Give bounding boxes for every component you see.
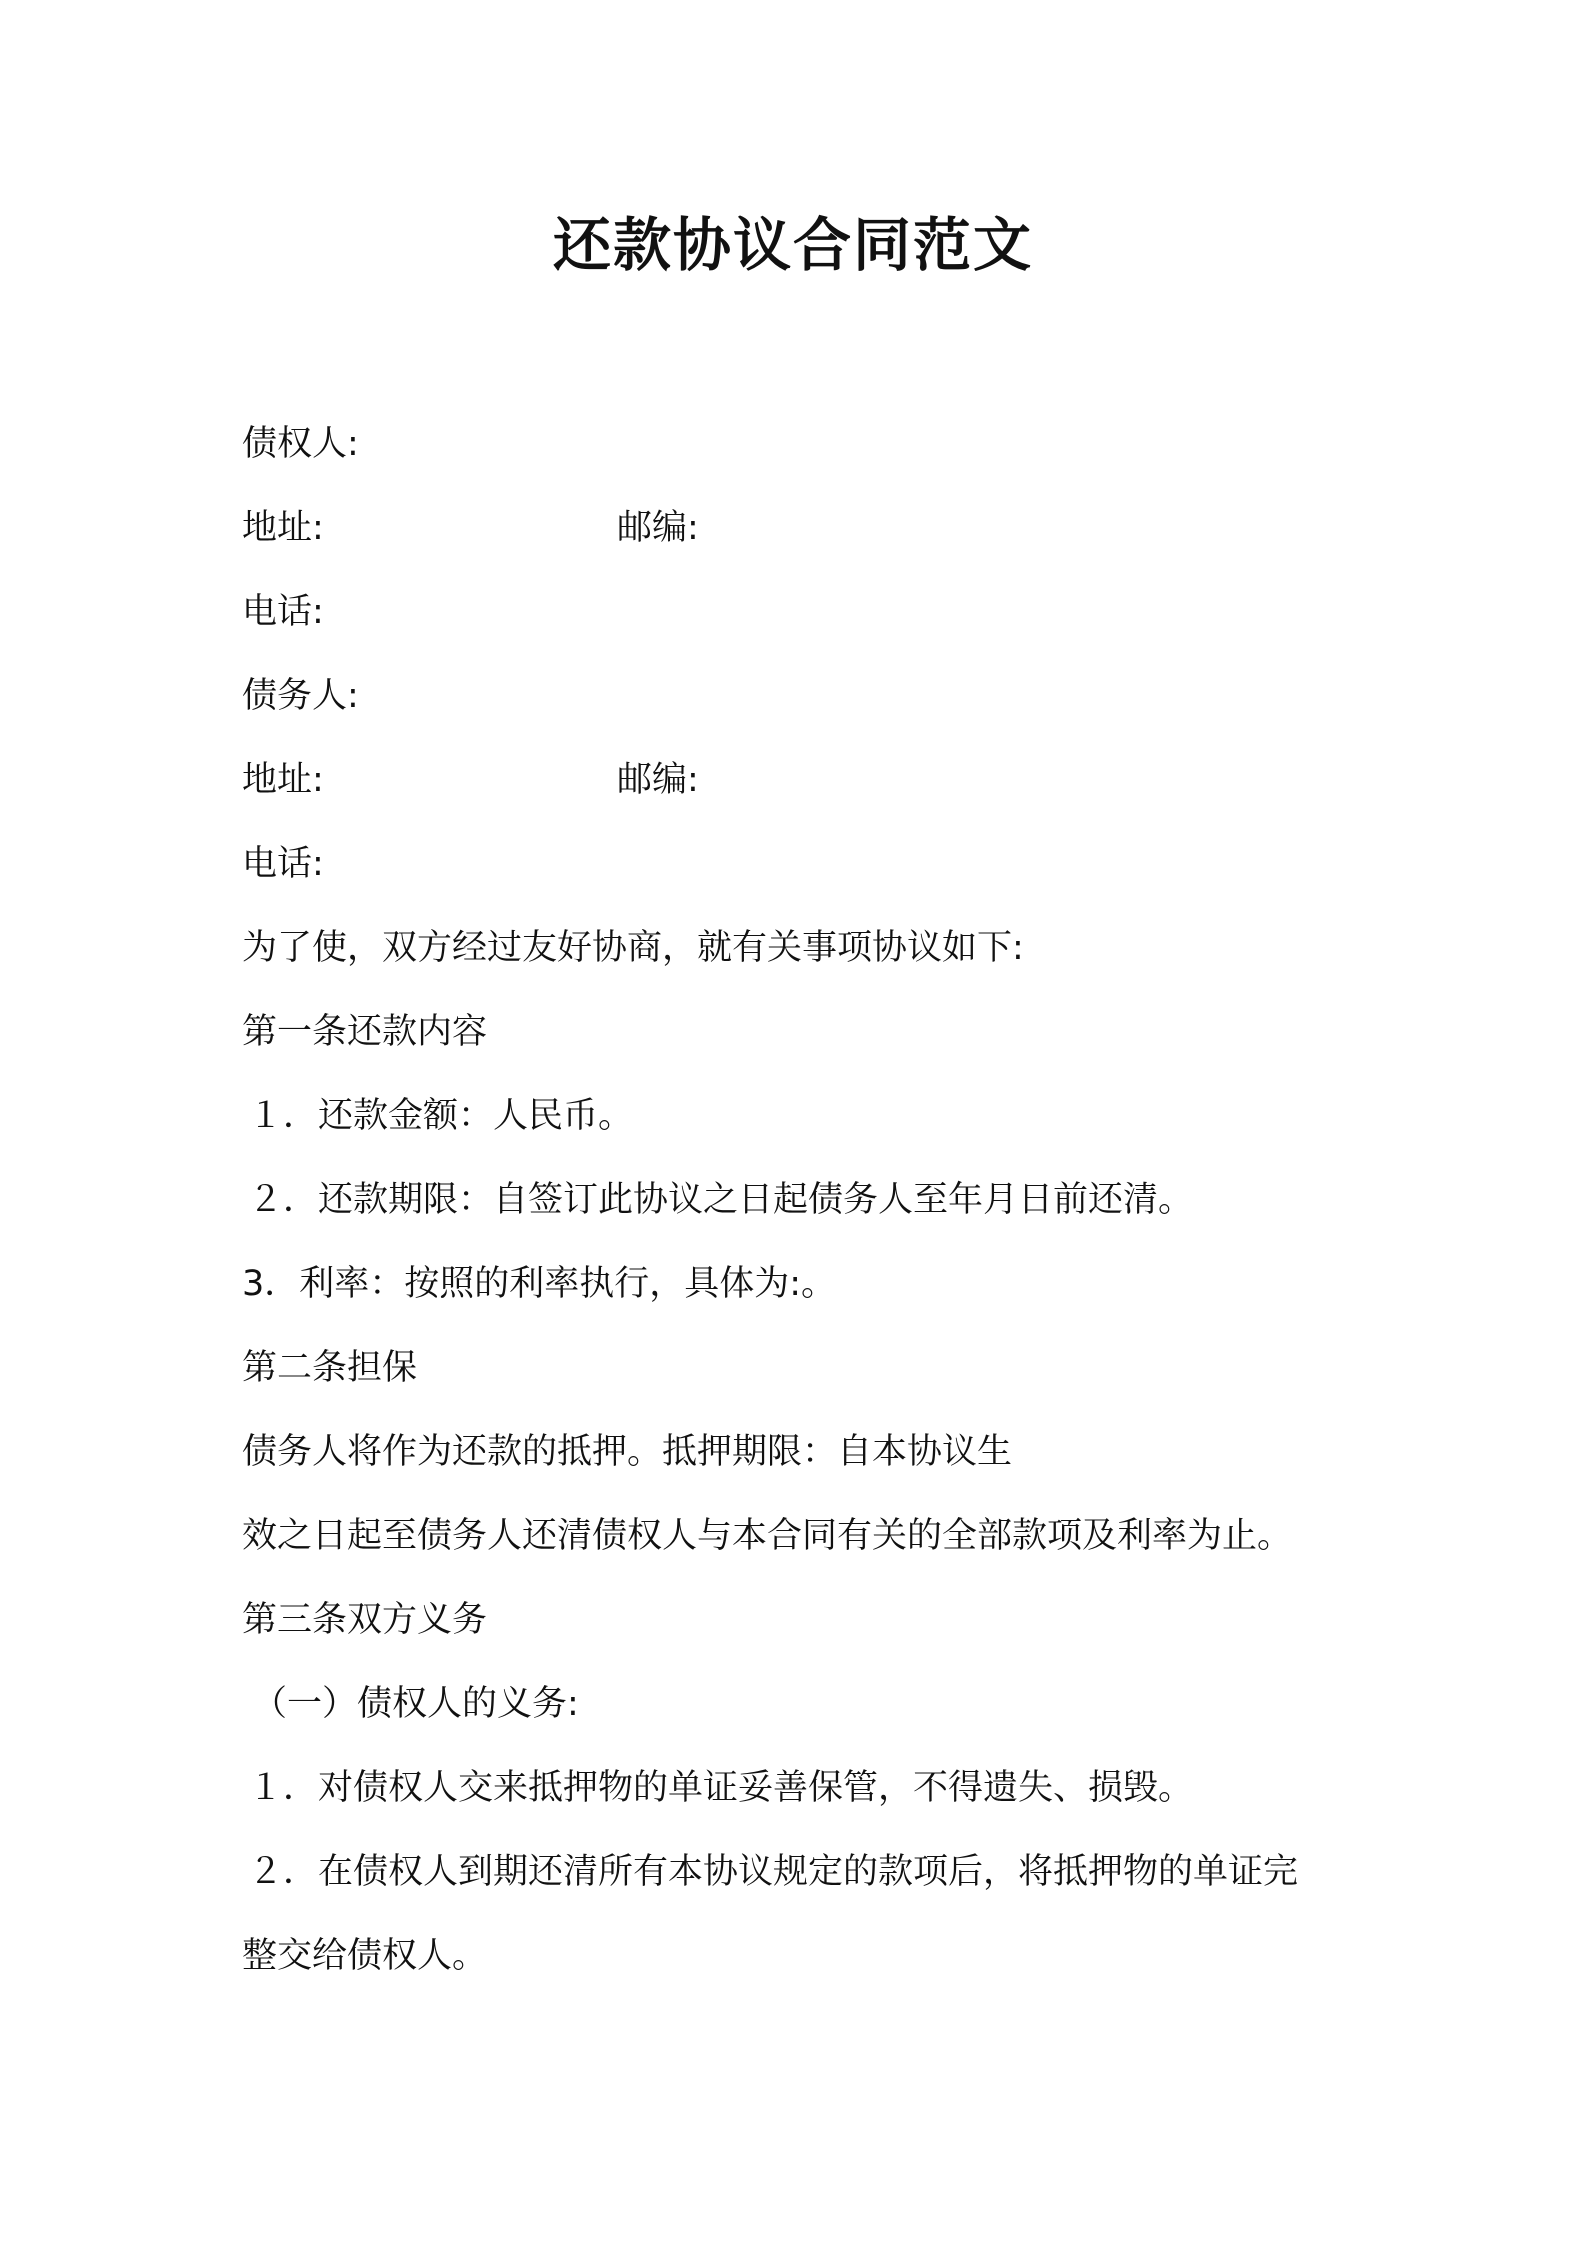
article-2-paragraph-line-1: 债务人将作为还款的抵押。抵押期限：自本协议生 <box>242 1432 1013 1472</box>
debtor-address-line <box>242 738 1392 822</box>
article-2-heading: 第二条担保 <box>242 1348 418 1388</box>
creditor-address-label: 地址: <box>242 508 324 548</box>
article-2-paragraph-line-2: 效之日起至债务人还清债权人与本合同有关的全部款项及利率为止。 <box>242 1516 1293 1556</box>
document-body <box>242 402 1392 1998</box>
article-1-item-1: １．还款金额：人民币。 <box>248 1096 634 1136</box>
article-3-item-1: １．对债权人交来抵押物的单证妥善保管，不得遗失、损毁。 <box>248 1768 1194 1808</box>
document-title: 还款协议合同范文 <box>552 211 1033 279</box>
creditor-postcode-label: 邮编: <box>617 508 699 548</box>
debtor-address-label: 地址: <box>242 760 324 800</box>
article-1-item-2: ２．还款期限：自签订此协议之日起债务人至年月日前还清。 <box>248 1180 1194 1220</box>
article-3-subheading-1: （一）债权人的义务: <box>252 1684 579 1724</box>
article-3-item-2-line-1: ２．在债权人到期还清所有本协议规定的款项后，将抵押物的单证完 <box>248 1852 1299 1892</box>
creditor-line: 债权人: <box>242 424 359 464</box>
article-1-heading: 第一条还款内容 <box>242 1012 488 1052</box>
debtor-phone-line: 电话: <box>242 844 324 884</box>
article-3-heading: 第三条双方义务 <box>242 1600 488 1640</box>
debtor-postcode-label: 邮编: <box>617 760 699 800</box>
article-1-item-3: 3．利率：按照的利率执行，具体为:。 <box>242 1264 837 1304</box>
article-3-item-2-line-2: 整交给债权人。 <box>242 1936 488 1976</box>
creditor-address-line <box>242 486 1392 570</box>
preamble-paragraph: 为了使，双方经过友好协商，就有关事项协议如下: <box>242 928 1024 968</box>
creditor-phone-line: 电话: <box>242 592 324 632</box>
debtor-line: 债务人: <box>242 676 359 716</box>
